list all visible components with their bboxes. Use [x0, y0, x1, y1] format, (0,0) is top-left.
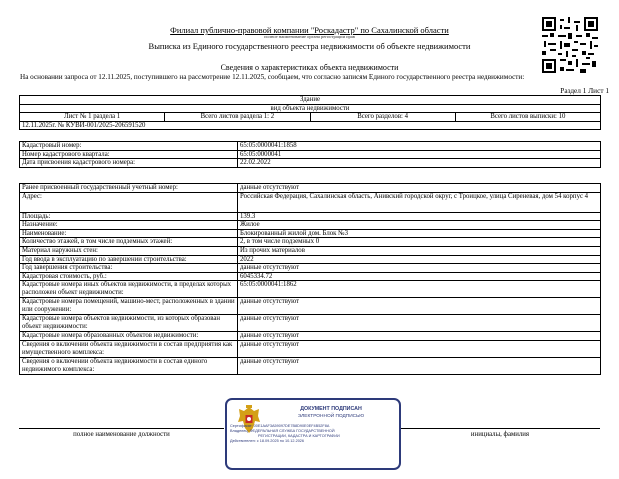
field-label: Кадастровый номер:	[20, 142, 238, 151]
table-row	[20, 332, 601, 341]
section-title: Сведения о характеристиках объекта недвижимости	[220, 63, 399, 72]
object-kind-table	[19, 95, 601, 130]
total-sheets: Всего листов выписки: 10	[455, 113, 600, 122]
field-value: 65:05:0000041:1858	[238, 142, 601, 151]
field-value: 6045334.72	[238, 272, 601, 281]
table-row	[20, 357, 601, 374]
field-label: Площадь:	[20, 212, 238, 221]
position-line	[19, 428, 224, 429]
field-label: Количество этажей, в том числе подземных этажей:	[20, 238, 238, 247]
document-title: Выписка из Единого государственного реестра недвижимости об объекте недвижимости	[148, 41, 471, 51]
field-label: Год ввода в эксплуатацию по завершении строительства:	[20, 255, 238, 264]
field-value: данные отсутствуют	[238, 298, 601, 315]
table-row	[20, 246, 601, 255]
field-label: Назначение:	[20, 221, 238, 230]
field-label: Дата присвоения кадастрового номера:	[20, 159, 238, 168]
stamp-owner-line-1: Владелец: ФЕДЕРАЛЬНАЯ СЛУЖБА ГОСУДАРСТВЕННОЙ	[230, 429, 335, 433]
field-label: Кадастровые номера объектов недвижимости, из которых образован объект недвижимости:	[20, 315, 238, 332]
field-value: 65:05:0000041:1862	[238, 281, 601, 298]
section-reference: Раздел 1 Лист 1	[560, 86, 609, 95]
table-row	[20, 159, 601, 168]
field-value: данные отсутствуют	[238, 184, 601, 193]
field-label: Адрес:	[20, 192, 238, 212]
field-value: 139.3	[238, 212, 601, 221]
table-row	[20, 272, 601, 281]
table-row	[20, 150, 601, 159]
table-row	[20, 192, 601, 212]
total-sheets-section: Всего листов раздела 1: 2	[165, 113, 310, 122]
table-row	[20, 229, 601, 238]
request-basis: На основании запроса от 12.11.2025, поступившего на рассмотрение 12.11.2025, сообщаем, что согласно записям Единого государственного реестра недвижимости:	[20, 73, 525, 81]
field-value: Блокированный жилой дом. Блок №3	[238, 229, 601, 238]
name-line	[400, 428, 600, 429]
field-value: данные отсутствуют	[238, 340, 601, 357]
table-row	[20, 298, 601, 315]
field-value: Российская Федерация, Сахалинская область, Анивский городской округ, с Троицкое, улица Сиреневая, дом 54 корпус 4	[238, 192, 601, 212]
stamp-certificate: Сертификат: 00E1AAF3A59097DE7B8D90E0EF4B52F8A	[230, 424, 330, 428]
field-label: Кадастровые номера образованных объектов недвижимости:	[20, 332, 238, 341]
field-value: Из прочих материалов	[238, 246, 601, 255]
field-value: 2022	[238, 255, 601, 264]
object-kind: Здание	[20, 96, 601, 105]
table-row	[20, 238, 601, 247]
table-row	[20, 221, 601, 230]
field-label: Кадастровые номера помещений, машино-мест, расположенных в здании или сооружении:	[20, 298, 238, 315]
table-row	[20, 315, 601, 332]
field-value: данные отсутствуют	[238, 357, 601, 374]
characteristics-table	[19, 183, 601, 375]
field-label: Материал наружных стен:	[20, 246, 238, 255]
field-value: 2, в том числе подземных 0	[238, 238, 601, 247]
field-value: данные отсутствуют	[238, 332, 601, 341]
object-kind-caption: вид объекта недвижимости	[20, 104, 601, 113]
table-row	[20, 255, 601, 264]
field-label: Кадастровая стоимость, руб.:	[20, 272, 238, 281]
table-row	[20, 281, 601, 298]
total-sections: Всего разделов: 4	[310, 113, 455, 122]
table-row	[20, 142, 601, 151]
field-label: Сведения о включении объекта недвижимости в состав единого недвижимого комплекса:	[20, 357, 238, 374]
field-label: Кадастровые номера иных объектов недвижимости, в пределах которых расположен объект недвижимости:	[20, 281, 238, 298]
table-row	[20, 184, 601, 193]
field-label: Год завершения строительства:	[20, 264, 238, 273]
sheet-number: Лист № 1 раздела 1	[20, 113, 165, 122]
org-name: Филиал публично-правовой компании "Роскадастр" по Сахалинской области	[170, 25, 449, 35]
stamp-owner-line-2: РЕГИСТРАЦИИ, КАДАСТРА И КАРТОГРАФИИ	[258, 434, 340, 438]
field-value: данные отсутствуют	[238, 264, 601, 273]
field-value: данные отсутствуют	[238, 315, 601, 332]
field-value: Жилое	[238, 221, 601, 230]
electronic-signature-stamp	[225, 398, 401, 470]
field-label: Номер кадастрового квартала:	[20, 150, 238, 159]
field-label: Наименование:	[20, 229, 238, 238]
field-label: Сведения о включении объекта недвижимости в состав предприятия как имущественного комплекса:	[20, 340, 238, 357]
stamp-subtitle: ЭЛЕКТРОННОЙ ПОДПИСЬЮ	[297, 414, 365, 419]
stamp-title: ДОКУМЕНТ ПОДПИСАН	[300, 406, 362, 412]
field-value: 65:05:0000041	[238, 150, 601, 159]
table-row	[20, 264, 601, 273]
org-name-caption: полное наименование органа регистрации прав	[264, 34, 355, 39]
cadastral-info-table	[19, 141, 601, 168]
name-caption: инициалы, фамилия	[470, 431, 530, 438]
document-reference: 12.11.2025г. № КУВИ-001/2025-206591520	[20, 121, 601, 130]
stamp-validity: Действителен: с 18.09.2025 по 10.12.2026	[230, 439, 305, 443]
stamp-details	[230, 424, 396, 444]
field-label: Ранее присвоенный государственный учетный номер:	[20, 184, 238, 193]
field-value: 22.02.2022	[238, 159, 601, 168]
position-caption: полное наименование должности	[73, 431, 170, 438]
table-row	[20, 340, 601, 357]
table-row	[20, 212, 601, 221]
